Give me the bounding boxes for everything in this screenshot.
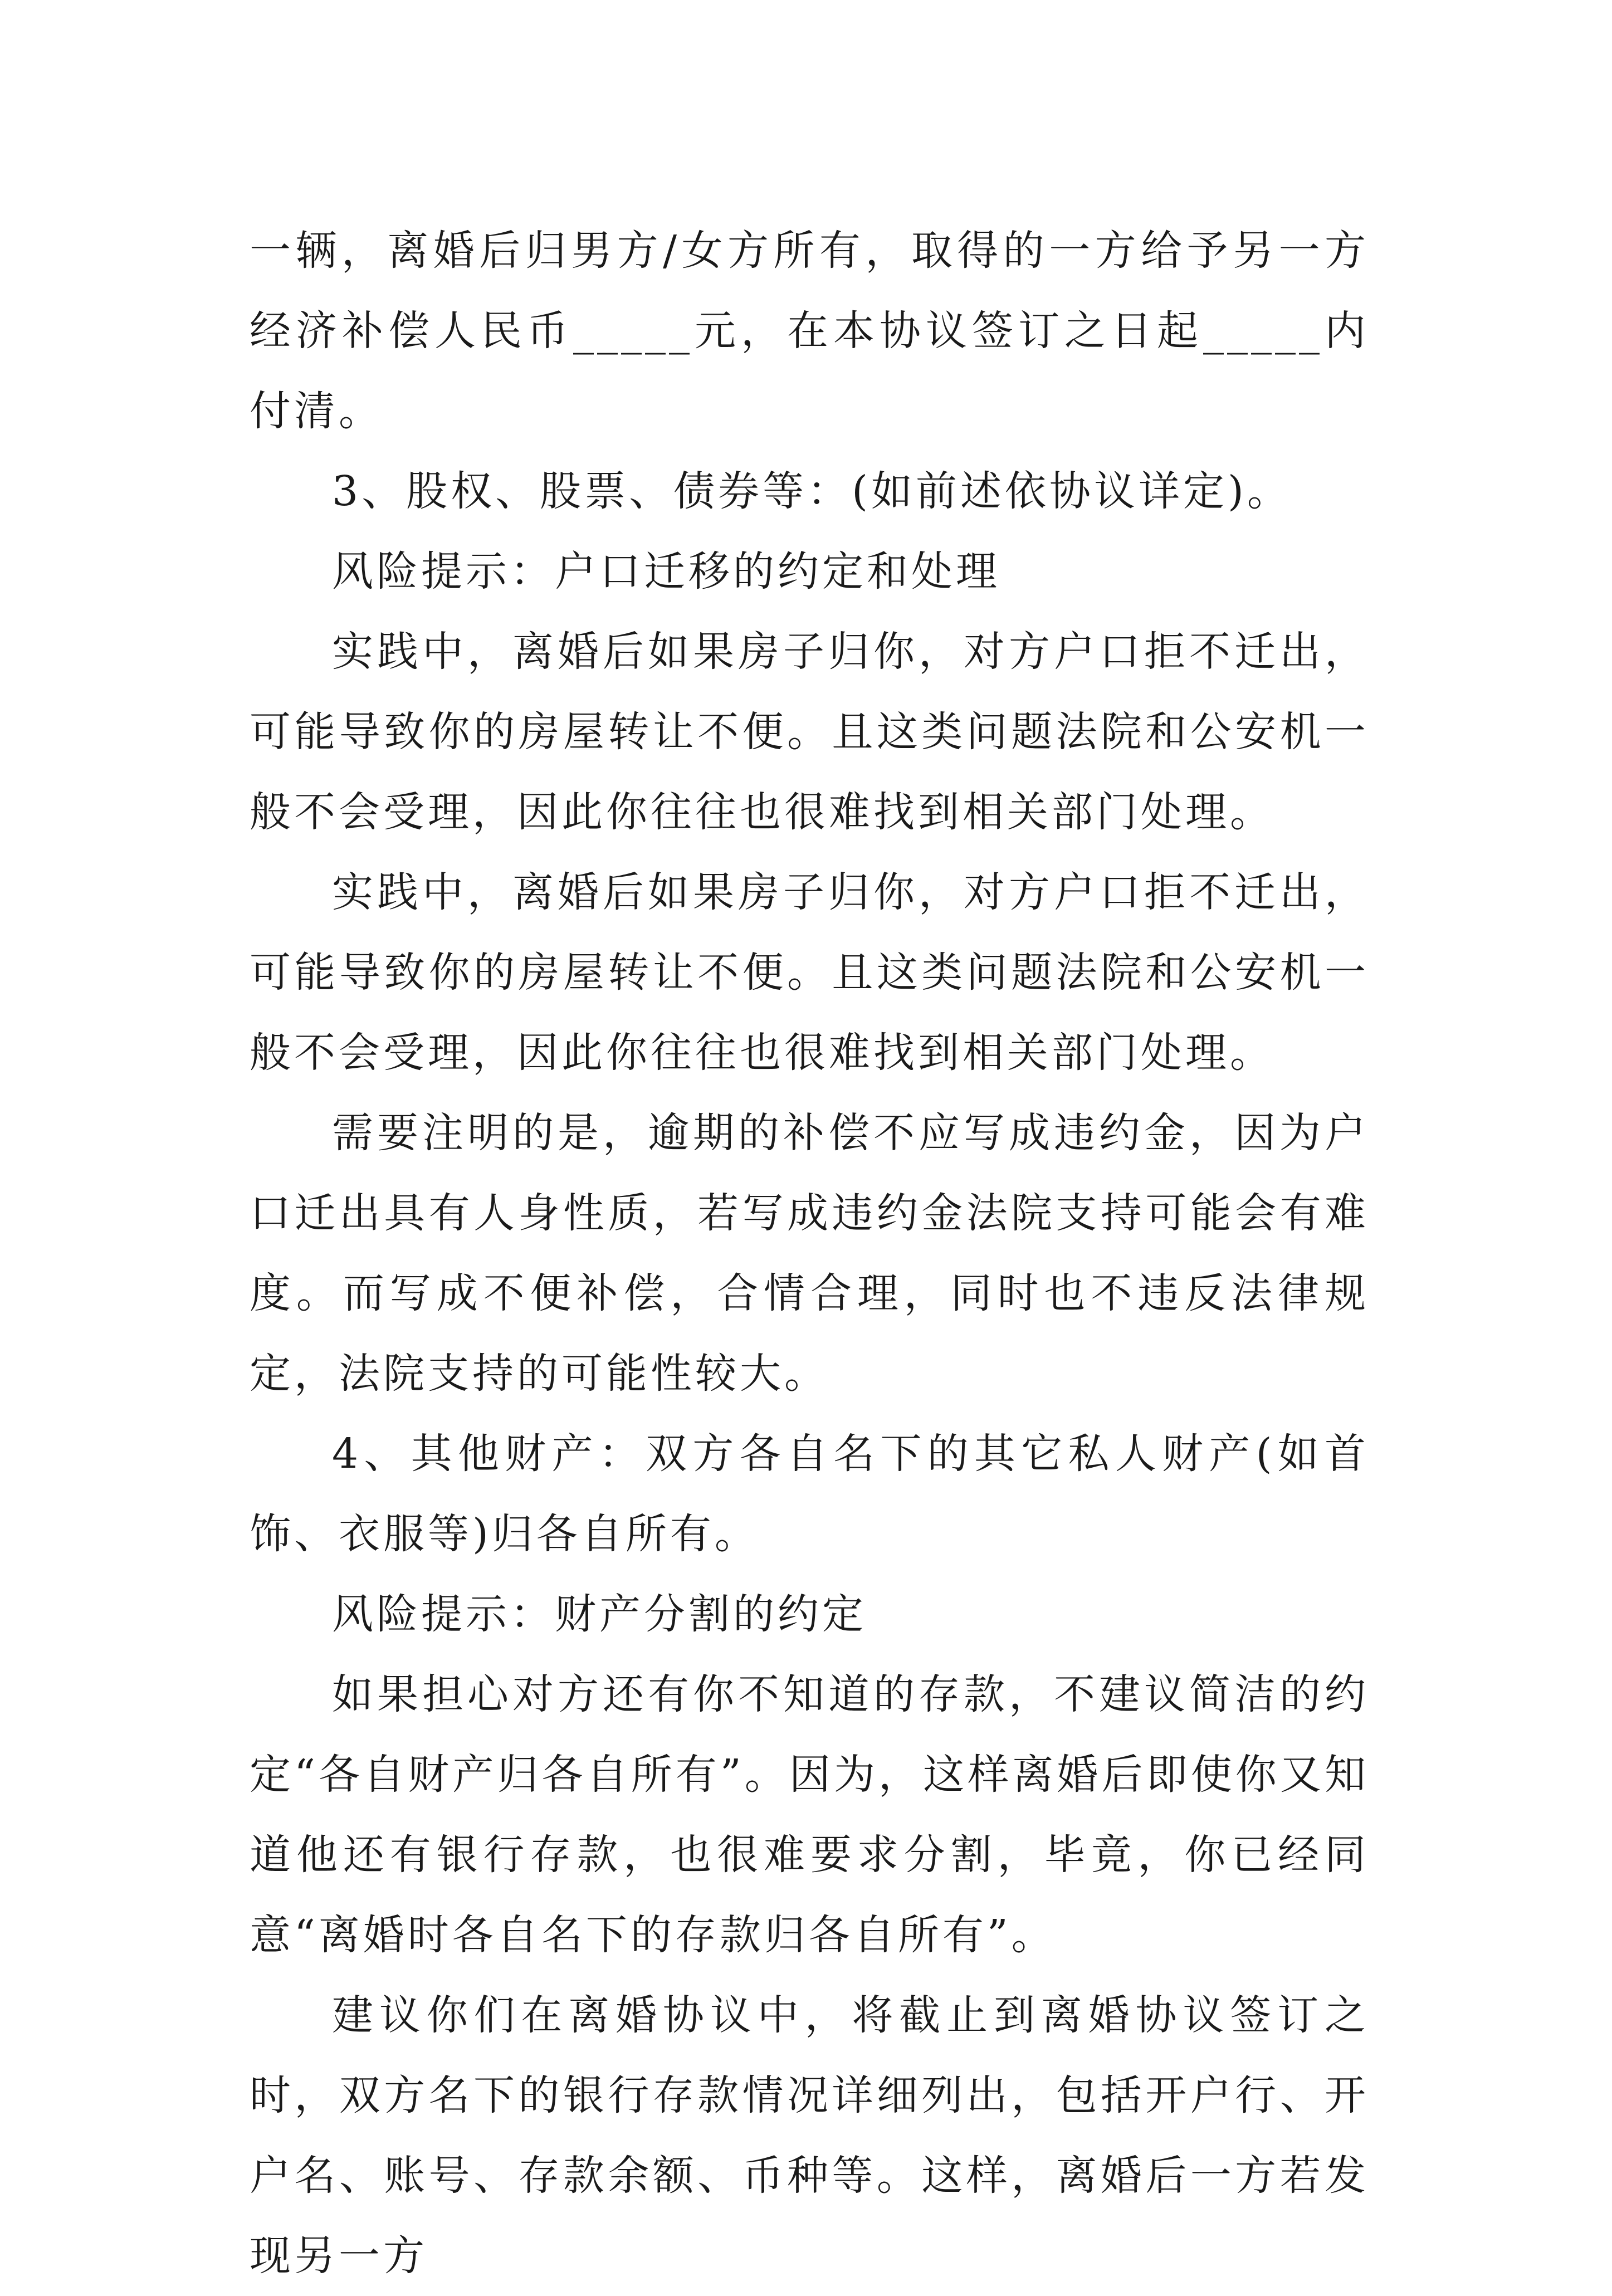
paragraph-8: 风险提示：财产分割的约定	[332, 1590, 867, 1638]
paragraph-10: 建议你们在离婚协议中，将截止到离婚协议签订之时，双方名下的银行存款情况详细列出，包括开户行、开户名、账号、存款余额、币种等。这样，离婚后一方若发现另一方	[250, 1991, 1369, 2280]
paragraph-6: 需要注明的是，逾期的补偿不应写成违约金，因为户口迁出具有人身性质，若写成违约金法院支持可能会有难度。而写成不便补偿，合情合理，同时也不违反法律规定，法院支持的可能性较大。	[250, 1109, 1369, 1398]
paragraph-9: 如果担心对方还有你不知道的存款，不建议简洁的约定“各自财产归各自所有”。因为，这样离婚后即使你又知道他还有银行存款，也很难要求分割，毕竟，你已经同意“离婚时各自名下的存款归各自所有”。	[250, 1670, 1369, 1959]
paragraph-7: 4、其他财产：双方各自名下的其它私人财产(如首饰、衣服等)归各自所有。	[250, 1430, 1369, 1558]
paragraph-3: 风险提示：户口迁移的约定和处理	[332, 548, 1000, 595]
paragraph-2: 3、股权、股票、债券等：(如前述依协议详定)。	[332, 467, 1292, 515]
paragraph-4: 实践中，离婚后如果房子归你，对方户口拒不迁出，可能导致你的房屋转让不便。且这类问题法院和公安机一般不会受理，因此你往往也很难找到相关部门处理。	[250, 628, 1369, 836]
document-body	[250, 211, 1369, 2296]
paragraph-1: 一辆，离婚后归男方/女方所有，取得的一方给予另一方经济补偿人民币_____元，在本协议签订之日起_____内付清。	[250, 227, 1369, 435]
paragraph-5: 实践中，离婚后如果房子归你，对方户口拒不迁出，可能导致你的房屋转让不便。且这类问题法院和公安机一般不会受理，因此你往往也很难找到相关部门处理。	[250, 868, 1369, 1077]
